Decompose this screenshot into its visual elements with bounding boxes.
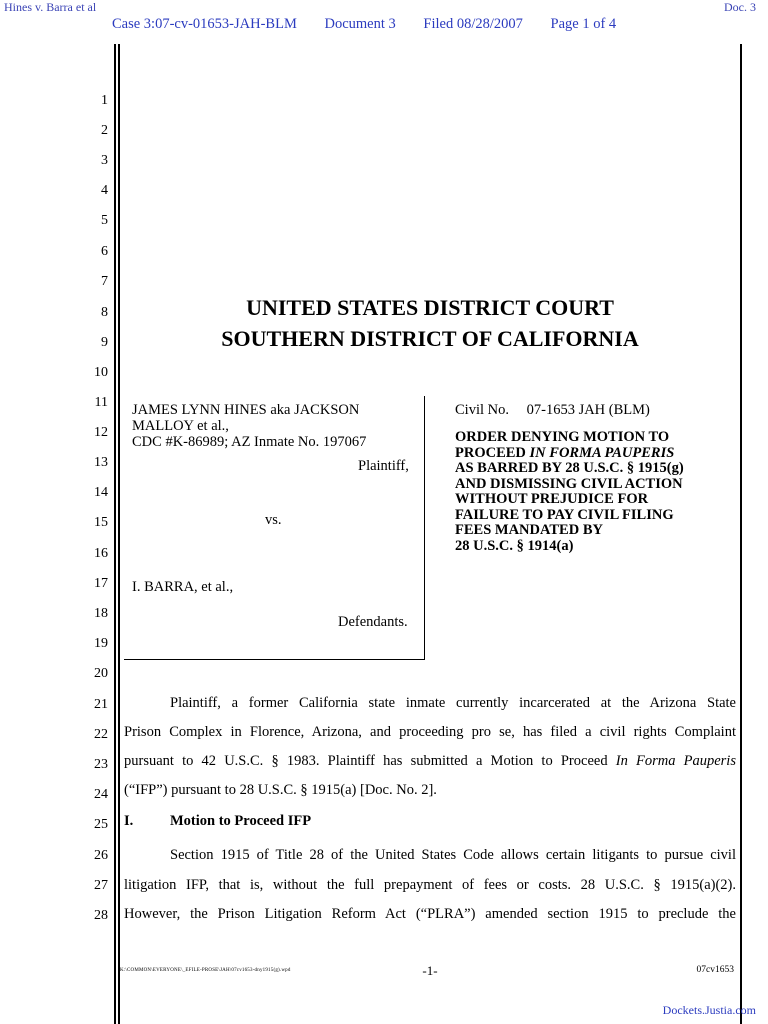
line-number: 17 — [94, 576, 108, 591]
line-number: 6 — [101, 244, 108, 259]
plaintiff-id-line: CDC #K-86989; AZ Inmate No. 197067 — [132, 434, 367, 450]
line-number: 3 — [101, 153, 108, 168]
defendant-name: I. BARRA, et al., — [132, 579, 234, 595]
line-number: 2 — [101, 123, 108, 138]
court-title-line2: SOUTHERN DISTRICT OF CALIFORNIA — [221, 326, 639, 351]
line-number: 19 — [94, 636, 108, 651]
court-title — [120, 292, 740, 354]
line-number: 28 — [94, 908, 108, 923]
footer-page-number: -1- — [422, 963, 438, 978]
header-document: Document 3 — [324, 16, 396, 32]
left-margin-rule-inner — [118, 44, 120, 1024]
line-number: 1 — [101, 93, 108, 108]
order-title-line2 — [455, 446, 740, 462]
line-number: 14 — [94, 485, 108, 500]
body-line-24 — [124, 780, 736, 800]
line-number: 4 — [101, 183, 108, 198]
body-line-26 — [124, 845, 736, 865]
body-line-21 — [124, 693, 736, 713]
order-title-line1: ORDER DENYING MOTION TO — [455, 429, 670, 445]
order-title-line3: AS BARRED BY 28 U.S.C. § 1915(g) — [455, 460, 684, 476]
footer-file-path: K:\COMMON\EVERYONE\_EFILE-PROSE\JAH\07cv1653-dny1915(g).wpd — [120, 968, 291, 973]
line-number: 9 — [101, 335, 108, 350]
line-number: 21 — [94, 697, 108, 712]
body-line-22 — [124, 722, 736, 742]
footer-case-number: 07cv1653 — [696, 965, 734, 975]
defendants-label: Defendants. — [338, 614, 408, 630]
plaintiff-name-line2: MALLOY et al., — [132, 418, 229, 434]
line-number: 23 — [94, 757, 108, 772]
line-number: 18 — [94, 606, 108, 621]
line-number: 10 — [94, 365, 108, 380]
line-number: 7 — [101, 274, 108, 289]
body-line-27 — [124, 875, 736, 895]
order-title-line8: 28 U.S.C. § 1914(a) — [455, 537, 574, 554]
court-title-line1: UNITED STATES DISTRICT COURT — [246, 295, 614, 320]
case-header — [112, 16, 640, 33]
body-text: Plaintiff, a former California state inmate currently incarcerated at the Arizona State — [170, 695, 736, 711]
order-title-line5: WITHOUT PREJUDICE FOR — [455, 491, 649, 507]
doc-number-link[interactable]: Doc. 3 — [724, 0, 756, 14]
versus-label: vs. — [265, 512, 282, 528]
plaintiff-caption — [132, 402, 366, 450]
line-number: 25 — [94, 817, 108, 832]
justia-dockets-link[interactable]: Dockets.Justia.com — [662, 1003, 756, 1017]
order-title-line7: FEES MANDATED BY — [455, 522, 603, 538]
header-case-number: Case 3:07-cv-01653-JAH-BLM — [112, 16, 297, 32]
order-title-line2-a: PROCEED — [455, 444, 530, 461]
section-heading-text: Motion to Proceed IFP — [170, 813, 312, 829]
header-filed-date: Filed 08/28/2007 — [423, 16, 523, 32]
line-number: 22 — [94, 727, 108, 742]
line-number: 26 — [94, 848, 108, 863]
line-number: 8 — [101, 305, 108, 320]
civil-number-value: 07-1653 JAH (BLM) — [526, 402, 650, 418]
case-name-link[interactable]: Hines v. Barra et al — [4, 0, 97, 14]
header-page: Page 1 of 4 — [550, 16, 617, 32]
civil-number — [455, 402, 650, 419]
caption-bottom-rule — [124, 659, 425, 660]
body-text: pursuant to 42 U.S.C. § 1983. Plaintiff has submitted a Motion to Proceed — [124, 753, 616, 769]
order-title-line6: FAILURE TO PAY CIVIL FILING — [455, 506, 674, 523]
order-title-line2-italic: IN FORMA PAUPERIS — [529, 444, 675, 461]
line-number: 27 — [94, 878, 108, 893]
line-number: 24 — [94, 787, 108, 802]
caption-vertical-rule — [424, 396, 425, 660]
left-margin-rule — [114, 44, 116, 1024]
section-heading-number: I. — [124, 813, 134, 829]
body-text: (“IFP”) pursuant to 28 U.S.C. § 1915(a) [Doc. No. 2]. — [124, 782, 437, 798]
line-number: 20 — [94, 666, 108, 681]
body-text-italic: In Forma Pauperis — [615, 753, 736, 769]
body-line-23 — [124, 751, 736, 771]
line-number: 11 — [94, 395, 108, 410]
body-line-28 — [124, 904, 736, 924]
section-heading — [124, 811, 736, 831]
line-number: 5 — [101, 213, 108, 228]
line-number: 12 — [94, 425, 108, 440]
line-number: 15 — [94, 515, 108, 530]
plaintiff-name-line1: JAMES LYNN HINES aka JACKSON — [132, 402, 360, 418]
body-text: litigation IFP, that is, without the full prepayment of fees or costs. 28 U.S.C. § 1915(a)(2). — [124, 877, 736, 893]
plaintiff-label: Plaintiff, — [358, 458, 409, 474]
order-title-line4: AND DISMISSING CIVIL ACTION — [455, 475, 683, 492]
order-title — [455, 430, 740, 554]
civil-number-label: Civil No. — [455, 402, 509, 418]
body-text: However, the Prison Litigation Reform Act (“PLRA”) amended section 1915 to preclude the — [124, 906, 736, 922]
line-number: 16 — [94, 546, 108, 561]
line-number: 13 — [94, 455, 108, 470]
right-margin-rule — [740, 44, 742, 1024]
body-text: Prison Complex in Florence, Arizona, and proceeding pro se, has filed a civil rights Complaint — [124, 724, 736, 740]
body-text: Section 1915 of Title 28 of the United States Code allows certain litigants to pursue civil — [170, 847, 736, 863]
